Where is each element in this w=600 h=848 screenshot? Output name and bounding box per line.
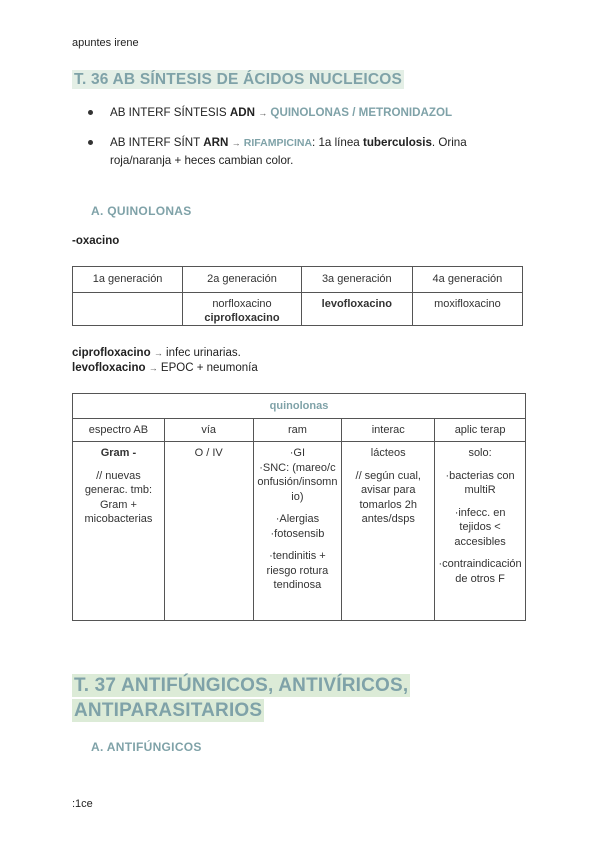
col-header: aplic terap — [435, 418, 526, 442]
col-header: ram — [253, 418, 342, 442]
gen-header-4: 4a generación — [412, 267, 522, 293]
arrow-icon: → — [153, 348, 163, 358]
bullet-item-arn: AB INTERF SÍNT ARN → RIFAMPICINA: 1a línea tuberculosis. Orina roja/naranja + heces cambian color. — [72, 134, 512, 169]
col-header: espectro AB — [73, 418, 165, 442]
gen-header-2: 2a generación — [183, 267, 302, 293]
subheading-quinolonas: A. QUINOLONAS — [91, 204, 192, 218]
gen-cell-2: norfloxacino ciprofloxacino — [183, 293, 302, 326]
bullet-list — [72, 104, 512, 181]
bullet-item-adn: AB INTERF SÍNTESIS ADN → QUINOLONAS / METRONIDAZOL — [72, 104, 512, 122]
cell-via: O / IV — [164, 442, 253, 621]
section-37-title: T. 37 ANTIFÚNGICOS, ANTIVÍRICOS, ANTIPARASITARIOS — [74, 675, 409, 721]
gen-cell-4: moxifloxacino — [412, 293, 522, 326]
subheading-antifungicos: A. ANTIFÚNGICOS — [91, 740, 202, 754]
col-header: vía — [164, 418, 253, 442]
page-footer: :1ce — [72, 798, 93, 810]
cell-aplic: solo: ·bacterias con multiR ·infecc. en tejidos < accesibles ·contraindicación de otros F — [435, 442, 526, 621]
gen-header-3: 3a generación — [301, 267, 412, 293]
generations-table — [72, 266, 523, 326]
bullet-dot-icon — [88, 140, 93, 145]
bullet-dot-icon — [88, 110, 93, 115]
cell-ram: ·GI ·SNC: (mareo/confusión/insomnio) ·Alergias ·fotosensib ·tendinitis + riesgo rotura tendinosa — [253, 442, 342, 621]
arrow-icon: → — [231, 138, 241, 148]
cell-interac: lácteos // según cual, avisar para tomarlos 2h antes/dsps — [342, 442, 435, 621]
gen-header-1: 1a generación — [73, 267, 183, 293]
arrow-icon: → — [258, 108, 268, 118]
drug-note: levofloxacino → EPOC + neumonía — [72, 362, 258, 374]
page-header: apuntes irene — [72, 37, 139, 49]
gen-cell-1 — [73, 293, 183, 326]
drug-notes — [72, 346, 258, 376]
suffix-label: -oxacino — [72, 235, 120, 247]
drug-note: ciprofloxacino → infec urinarias. — [72, 347, 241, 359]
arrow-icon: → — [148, 363, 158, 373]
col-header: interac — [342, 418, 435, 442]
gen-cell-3: levofloxacino — [301, 293, 412, 326]
quinolones-table — [72, 393, 526, 621]
section-36-title: T. 36 AB SÍNTESIS DE ÁCIDOS NUCLEICOS — [74, 71, 403, 88]
table-title: quinolonas — [73, 394, 526, 419]
cell-espectro: Gram - // nuevas generac. tmb: Gram + micobacterias — [73, 442, 165, 621]
